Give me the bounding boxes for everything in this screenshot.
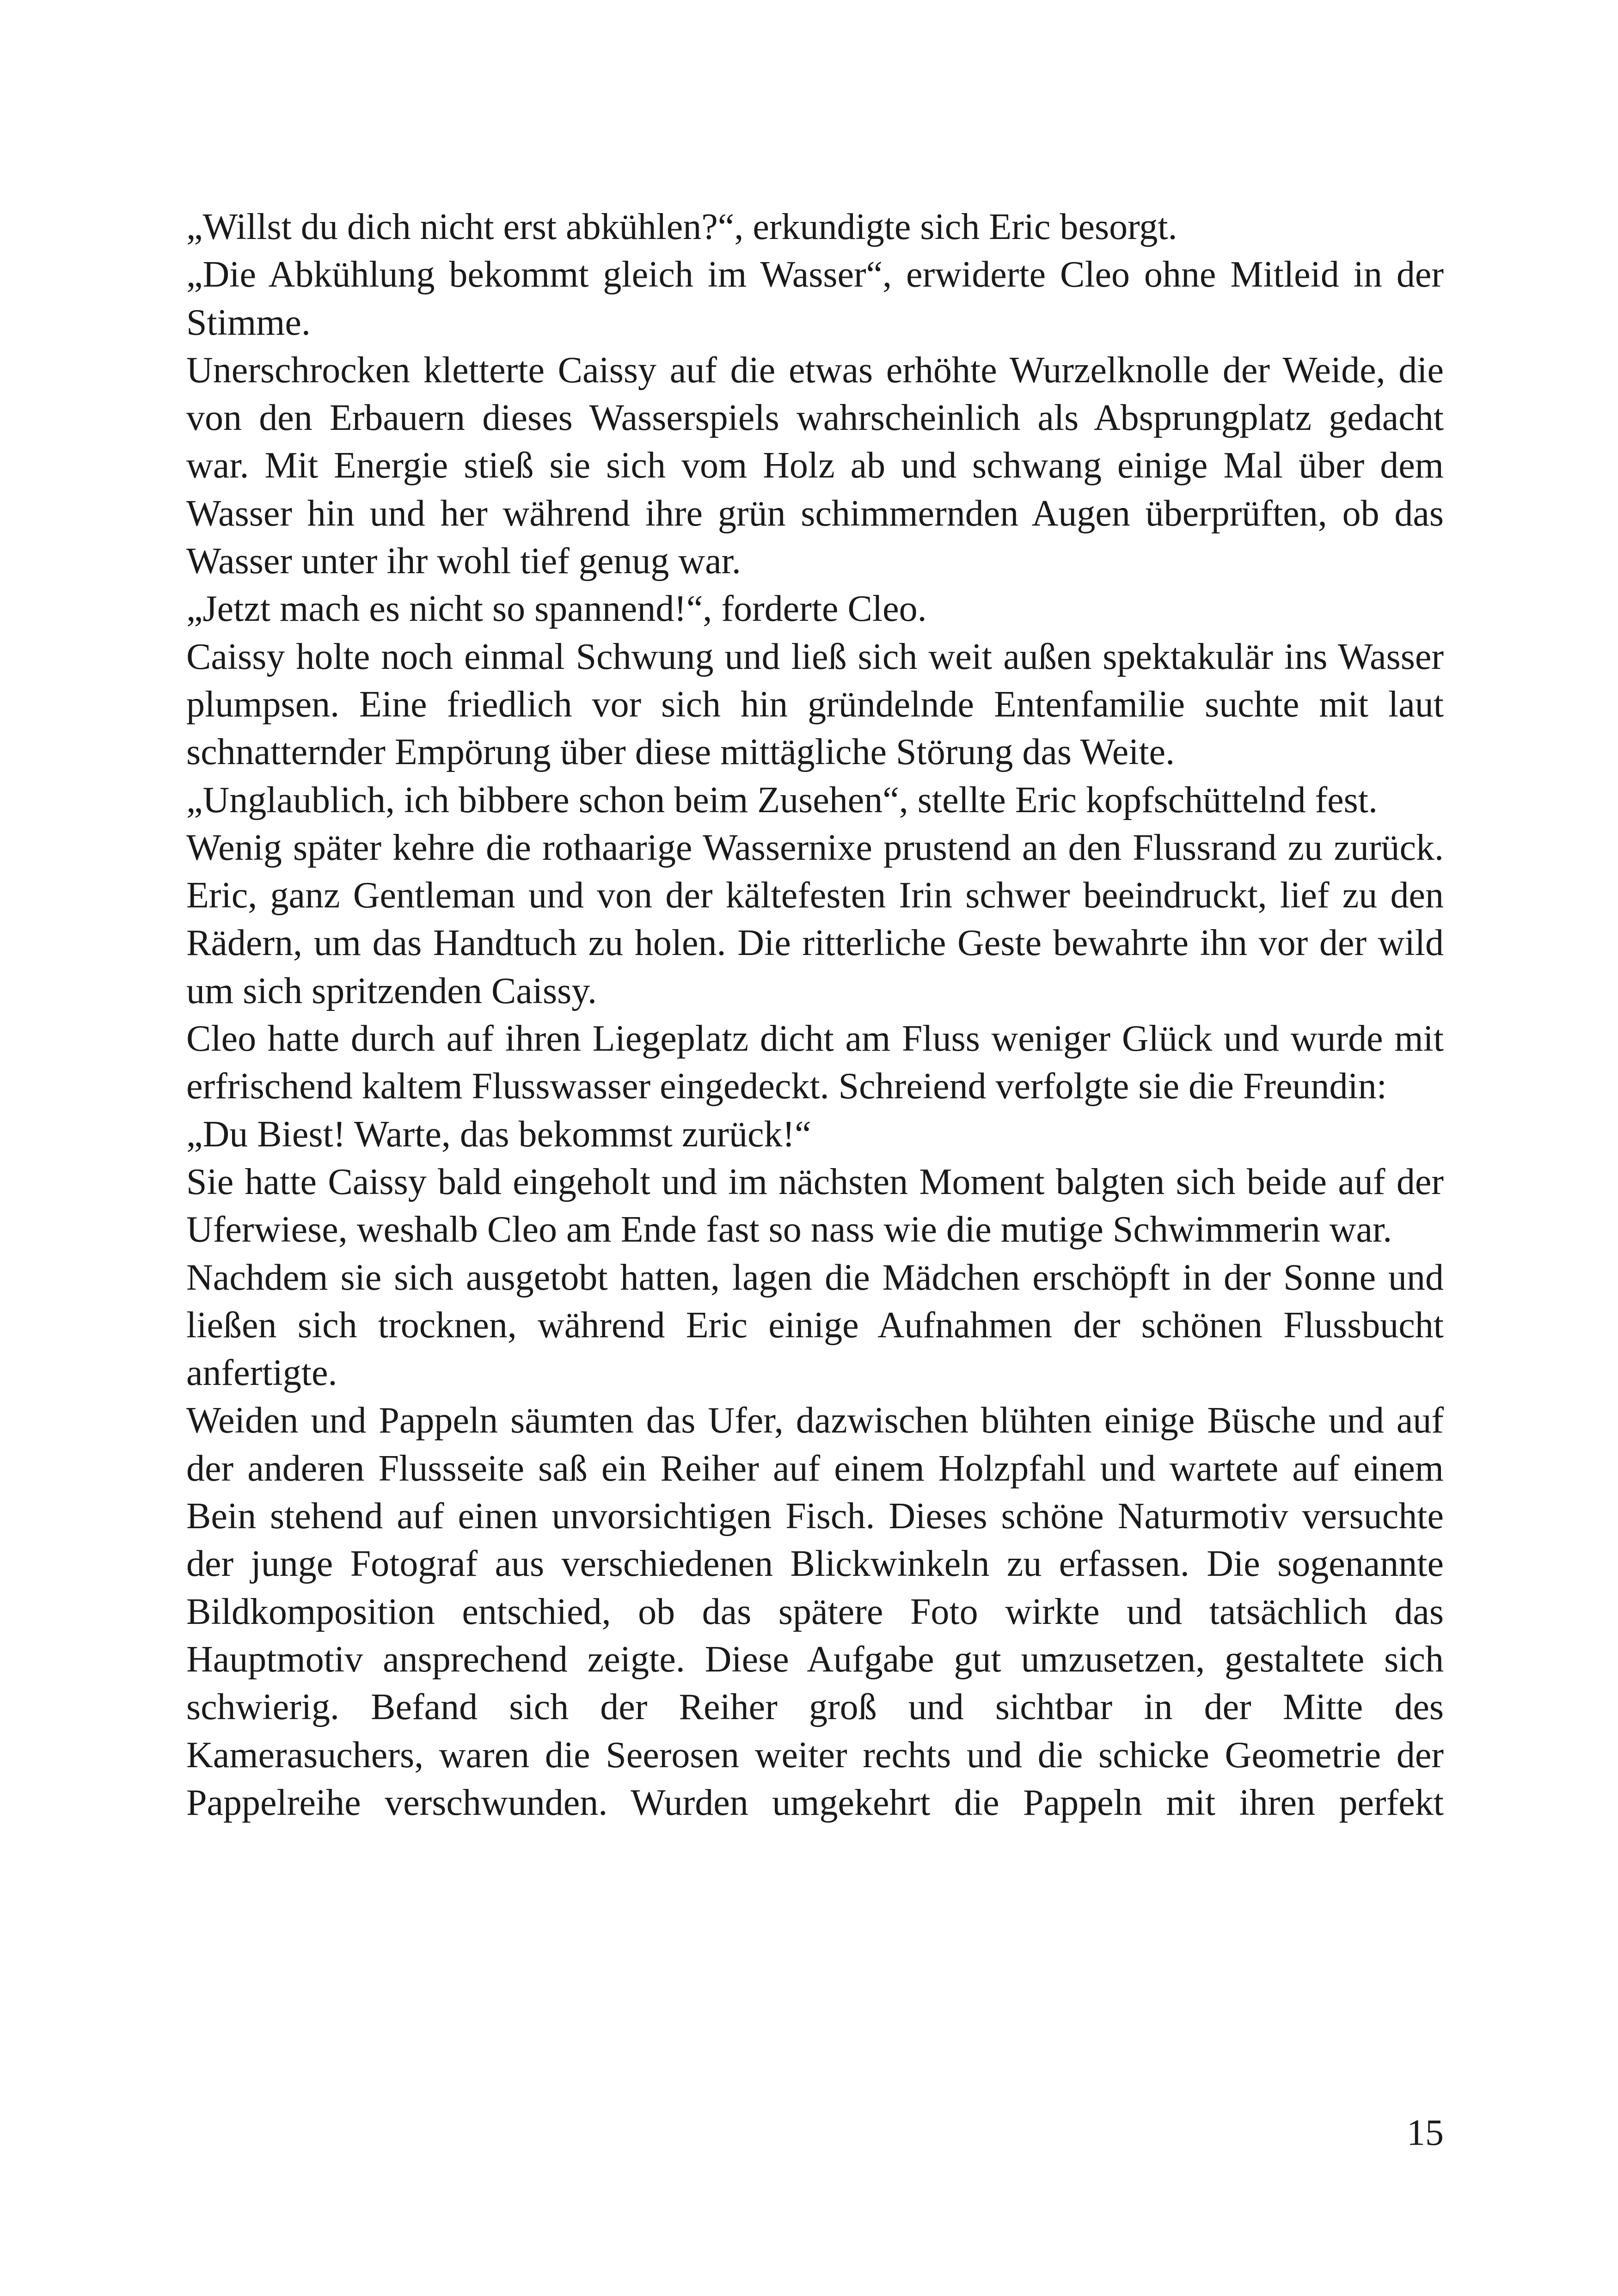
paragraph: „Die Abkühlung bekommt gleich im Wasser“, erwiderte Cleo ohne Mitleid in der Stimme. bbox=[186, 254, 1444, 343]
paragraph: Caissy holte noch einmal Schwung und ließ sich weit außen spektakulär ins Wasser plumpsen. Eine friedlich vor sich hin gründelnde Entenfamilie suchte mit laut schnatternder Empörung über diese mittägliche Störung das Weite. bbox=[186, 636, 1444, 773]
paragraph: „Unglaublich, ich bibbere schon beim Zusehen“, stellte Eric kopfschüttelnd fest. bbox=[186, 779, 1378, 820]
page-number: 15 bbox=[1407, 2112, 1444, 2153]
paragraph: Unerschrocken kletterte Caissy auf die etwas erhöhte Wurzelknolle der Weide, die von den Erbauern dieses Wasserspiels wahrscheinlich als Absprungplatz gedacht war. Mit Energie stieß sie sich vom Holz ab und schwang einige Mal über dem Wasser hin und her während ihre grün schimmernden Augen überprüften, ob das Wasser unter ihr wohl tief genug war. bbox=[186, 349, 1444, 582]
paragraph: „Jetzt mach es nicht so spannend!“, forderte Cleo. bbox=[186, 588, 927, 630]
body-text bbox=[186, 203, 1444, 1827]
paragraph: Cleo hatte durch auf ihren Liegeplatz dicht am Fluss weniger Glück und wurde mit erfrischend kaltem Flusswasser eingedeckt. Schreiend verfolgte sie die Freundin: bbox=[186, 1018, 1444, 1107]
paragraph: Weiden und Pappeln säumten das Ufer, dazwischen blühten einige Büsche und auf der anderen Flussseite saß ein Reiher auf einem Holzpfahl und wartete auf einem Bein stehend auf einen unvorsichtigen Fisch. Dieses schöne Naturmotiv versuchte der junge Fotograf aus verschiedenen Blickwinkeln zu erfassen. Die sogenannte Bildkomposition entschied, ob das spätere Foto wirkte und tatsächlich das Hauptmotiv ansprechend zeigte. Diese Aufgabe gut umzusetzen, gestaltete sich schwierig. Befand sich der Reiher groß und sichtbar in der Mitte des Kamerasuchers, waren die Seerosen weiter rechts und die schicke Geometrie der Pappelreihe verschwunden. Wurden umgekehrt die Pappeln mit ihren perfekt bbox=[186, 1400, 1444, 1823]
paragraph: Nachdem sie sich ausgetobt hatten, lagen die Mädchen erschöpft in der Sonne und ließen sich trocknen, während Eric einige Aufnahmen der schönen Flussbucht anfertigte. bbox=[186, 1257, 1444, 1394]
paragraph: Wenig später kehre die rothaarige Wassernixe prustend an den Flussrand zu zurück. Eric, ganz Gentleman und von der kältefesten Irin schwer beeindruckt, lief zu den Rädern, um das Handtuch zu holen. Die ritterliche Geste bewahrte ihn vor der wild um sich spritzenden Caissy. bbox=[186, 827, 1444, 1011]
paragraph: „Du Biest! Warte, das bekommst zurück!“ bbox=[186, 1114, 811, 1155]
paragraph: Sie hatte Caissy bald eingeholt und im nächsten Moment balgten sich beide auf der Uferwiese, weshalb Cleo am Ende fast so nass wie die mutige Schwimmerin war. bbox=[186, 1161, 1444, 1250]
paragraph: „Willst du dich nicht erst abkühlen?“, erkundigte sich Eric besorgt. bbox=[186, 207, 1177, 247]
